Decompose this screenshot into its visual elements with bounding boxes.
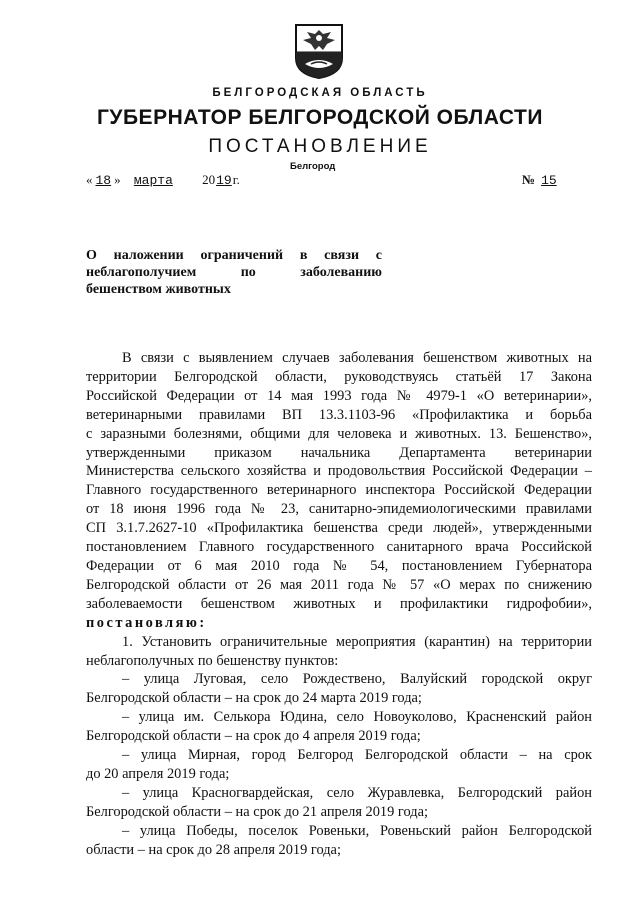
list-item-line: до 20 апреля 2019 года; (86, 765, 230, 782)
list-item-line: области – на срок до 28 апреля 2019 года; (86, 841, 341, 858)
list-item-line: Белгородской области – на срок до 24 марта 2019 года; (86, 690, 422, 707)
list-item-line: – улица Победы, поселок Ровеньки, Ровеньский район Белгородской (122, 822, 592, 839)
date-day: 18 (95, 173, 112, 188)
region-heading: БЕЛГОРОДСКАЯ ОБЛАСТЬ (212, 87, 428, 99)
body-line: Российской Федерации от 14 мая 1993 года № 4979-1 «О ветеринарии», (86, 387, 592, 404)
number-value: 15 (541, 173, 557, 188)
city-label: Белгород (290, 161, 336, 172)
body-line: Белгородской области от 26 мая 2011 года № 57 «О мерах по снижению (86, 576, 592, 593)
list-item-line: Белгородской области – на срок до 21 апреля 2019 года; (86, 803, 428, 820)
body-line: ветеринарными правилами ВП 13.3.1103-96 «Профилактика и борьба (86, 406, 592, 423)
list-item-line: Белгородской области – на срок до 4 апреля 2019 года; (86, 728, 421, 745)
date-month: марта (133, 173, 173, 188)
body-line: Федерации от 6 мая 2010 года № 54, постановлением Губернатора (86, 557, 592, 574)
list-item-line: – улица Мирная, город Белгород Белгородской области – на срок (122, 747, 592, 764)
date-year-abbr: г. (232, 172, 240, 187)
list-item-line: – улица им. Селькора Юдина, село Новоуколово, Красненский район (122, 709, 592, 726)
body-line: Министерства сельского хозяйства и продовольствия Российской Федерации – (86, 463, 592, 480)
body-line: СП 3.1.7.2627-10 «Профилактика бешенства среди людей», утвержденными (86, 520, 592, 537)
date-year-suffix: 19 (216, 173, 232, 188)
body-line: заболеваемости бешенством животных и профилактики гидрофобии», (86, 595, 592, 612)
title-line: неблагополучием по заболеванию (86, 265, 382, 280)
date-year-prefix: 20 (202, 172, 216, 187)
number-label: № (522, 172, 536, 187)
document-number (522, 172, 567, 188)
body-line: 1. Установить ограничительные мероприятия (карантин) на территории (122, 633, 592, 650)
body-line: от 18 июня 1996 года № 23, санитарно-эпидемиологическими правилами (86, 501, 592, 518)
document-date (86, 172, 240, 188)
resolve-keyword: постановляю: (86, 614, 207, 631)
title-line: бешенством животных (86, 282, 231, 297)
title-line: О наложении ограничений в связи с (86, 248, 382, 263)
list-item-line: – улица Красногвардейская, село Журавлевка, Белгородский район (122, 784, 592, 801)
coat-of-arms-emblem (293, 22, 345, 80)
date-close-quote: » (114, 172, 121, 187)
date-open-quote: « (86, 172, 93, 187)
body-line: с заразными болезнями, общими для человека и животных. 13. Бешенство», (86, 425, 592, 442)
body-line: неблагополучных по бешенству пунктов: (86, 652, 339, 669)
body-line: утвержденными приказом начальника Департамента ветеринарии (86, 444, 592, 461)
document-body (86, 349, 592, 859)
body-line: постановлением Главного государственного санитарного врача Российской (86, 539, 592, 556)
document-type-heading: ПОСТАНОВЛЕНИЕ (208, 136, 432, 157)
governor-heading: ГУБЕРНАТОР БЕЛГОРОДСКОЙ ОБЛАСТИ (97, 106, 543, 129)
body-line: Главного государственного ветеринарного инспектора Российской Федерации (86, 482, 592, 499)
body-line: В связи с выявлением случаев заболевания бешенством животных на (122, 350, 592, 366)
list-item-line: – улица Луговая, село Рождествено, Валуйский городской округ (122, 671, 592, 688)
body-line: территории Белгородской области, руководствуясь статьёй 17 Закона (86, 368, 592, 385)
document-title (86, 247, 382, 298)
